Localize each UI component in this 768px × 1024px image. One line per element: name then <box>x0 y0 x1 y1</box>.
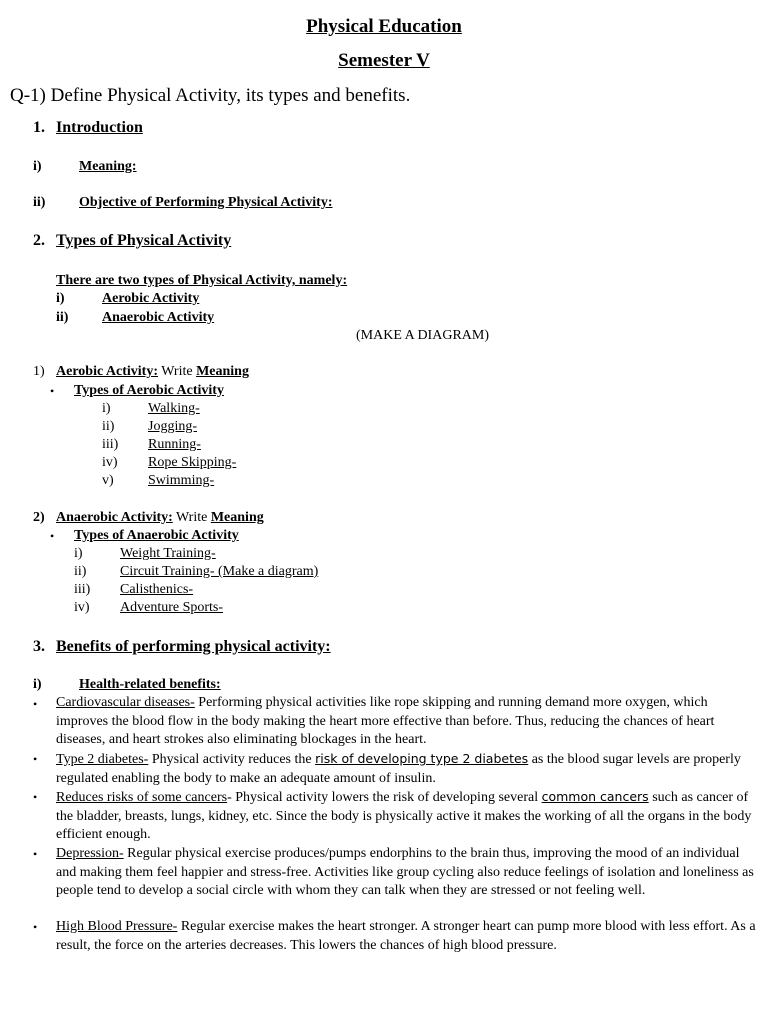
type-item-2-label: Anaerobic Activity <box>102 310 215 325</box>
intro-item-2-label: Objective of Performing Physical Activity: <box>79 195 333 210</box>
document-title: Physical Education <box>306 16 462 37</box>
section-2-title: Types of Physical Activity <box>56 232 232 249</box>
anaerobic-type-2-num: ii) <box>74 564 87 579</box>
bullet-icon: • <box>50 384 55 398</box>
aerobic-type-2-num: ii) <box>102 419 115 434</box>
semester-heading: Semester V <box>338 50 430 71</box>
benefit-cancers-term: Reduces risks of some cancers <box>56 790 228 805</box>
type-item-1-label: Aerobic Activity <box>102 291 200 306</box>
aerobic-type-1-label: Walking- <box>148 401 200 416</box>
aerobic-write: Write <box>158 364 197 379</box>
benefit-blood-pressure-text: Regular exercise makes the heart stronger. A stronger heart can pump more blood with less effort. As a result, the force on the arteries decreases. This lowers the chances of high blood pressure. <box>56 919 756 953</box>
benefit-blood-pressure <box>56 918 762 955</box>
common-cancers-link[interactable]: common cancers <box>541 789 649 804</box>
diabetes-risk-link[interactable]: risk of developing type 2 diabetes <box>315 751 529 766</box>
benefit-diabetes-text-1: Physical activity reduces the <box>148 752 316 767</box>
anaerobic-heading <box>56 509 264 527</box>
aerobic-type-4-label: Rope Skipping- <box>148 455 237 470</box>
type-item-1-num: i) <box>56 291 65 306</box>
bullet-icon: • <box>50 529 55 543</box>
benefit-diabetes-term: Type 2 diabetes- <box>56 752 149 767</box>
aerobic-type-2-label: Jogging- <box>148 419 197 434</box>
benefit-depression <box>56 845 762 901</box>
bullet-icon: • <box>33 920 38 934</box>
aerobic-types-title: Types of Aerobic Activity <box>74 383 224 398</box>
section-2-number: 2. <box>33 232 45 249</box>
anaerobic-type-3-num: iii) <box>74 582 91 597</box>
bullet-icon: • <box>33 847 38 861</box>
anaerobic-type-4-label: Adventure Sports- <box>120 600 224 615</box>
benefit-diabetes <box>56 750 762 788</box>
bullet-icon: • <box>33 752 38 766</box>
aerobic-type-3-label: Running- <box>148 437 201 452</box>
benefit-cancers-text-2: such as cancer of the bladder, breasts, lungs, kidney, etc. Since the body is physically active it makes the working of all the organs in the body efficient enough. <box>56 790 752 842</box>
anaerobic-type-4-num: iv) <box>74 600 90 615</box>
anaerobic-type-1-num: i) <box>74 546 83 561</box>
section-3-number: 3. <box>33 638 45 655</box>
diagram-note: (MAKE A DIAGRAM) <box>356 328 489 343</box>
aerobic-label: Aerobic Activity: <box>56 364 158 379</box>
intro-item-1-num: i) <box>33 159 42 174</box>
intro-item-2-num: ii) <box>33 195 46 210</box>
benefit-cardiovascular <box>56 694 762 750</box>
benefit-cancers-text-1: - Physical activity lowers the risk of developing several <box>227 790 542 805</box>
bullet-icon: • <box>33 790 38 804</box>
benefit-cancers <box>56 788 762 845</box>
health-benefits-title: Health-related benefits: <box>79 677 221 692</box>
anaerobic-num: 2) <box>33 510 45 525</box>
benefit-depression-text: Regular physical exercise produces/pumps endorphins to the brain thus, improving the mood of an individual and making them feel happier and stress-free. Activities like group cycling also reduce feelings of isolation and loneliness as people tend to develop a social circle with whom they can talk when they are stressed or not feeling well. <box>56 846 754 898</box>
section-1-number: 1. <box>33 119 45 136</box>
aerobic-type-1-num: i) <box>102 401 111 416</box>
aerobic-type-5-label: Swimming- <box>148 473 215 488</box>
types-intro: There are two types of Physical Activity, namely: <box>56 273 348 288</box>
aerobic-meaning: Meaning <box>196 364 249 379</box>
anaerobic-type-2-label: Circuit Training- (Make a diagram) <box>120 564 319 579</box>
aerobic-type-3-num: iii) <box>102 437 119 452</box>
intro-item-1-label: Meaning: <box>79 159 137 174</box>
question-heading: Q-1) Define Physical Activity, its types and benefits. <box>10 85 411 106</box>
benefit-cardiovascular-text: Performing physical activities like rope skipping and running demand more oxygen, which improves the blood flow in the body making the heart more effective than before. Thus, reducing the chances of heart diseases, and heart strokes also eliminating blockages in the heart. <box>56 695 715 747</box>
anaerobic-write: Write <box>172 510 211 525</box>
bullet-icon: • <box>33 697 38 711</box>
health-benefits-num: i) <box>33 677 42 692</box>
section-1-title: Introduction <box>56 119 143 136</box>
aerobic-type-4-num: iv) <box>102 455 118 470</box>
benefit-cardiovascular-term: Cardiovascular diseases- <box>56 695 195 710</box>
section-3-title: Benefits of performing physical activity: <box>56 638 331 655</box>
benefit-blood-pressure-term: High Blood Pressure- <box>56 919 178 934</box>
anaerobic-type-1-label: Weight Training- <box>120 546 216 561</box>
type-item-2-num: ii) <box>56 310 69 325</box>
benefit-diabetes-text-2: as the blood sugar levels are properly regulated enabling the body to make an adequate amount of insulin. <box>56 752 741 786</box>
anaerobic-label: Anaerobic Activity: <box>56 510 173 525</box>
aerobic-heading <box>56 363 249 381</box>
benefit-depression-term: Depression- <box>56 846 124 861</box>
anaerobic-types-title: Types of Anaerobic Activity <box>74 528 239 543</box>
aerobic-type-5-num: v) <box>102 473 114 488</box>
aerobic-num: 1) <box>33 364 45 379</box>
anaerobic-type-3-label: Calisthenics- <box>120 582 194 597</box>
anaerobic-meaning: Meaning <box>210 510 264 525</box>
